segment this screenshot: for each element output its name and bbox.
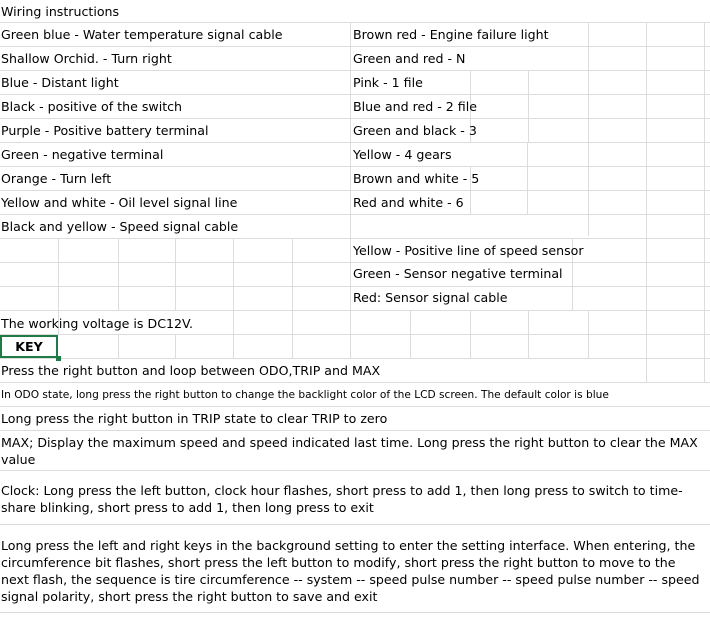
left-cell-2[interactable]: Shallow Orchid. - Turn right [1,51,172,66]
voltage-cell[interactable]: The working voltage is DC12V. [1,316,194,331]
row-divider [0,612,710,613]
instruction-6[interactable]: Long press the left and right keys in the background setting to enter the setting interface. When entering, the circumference bit flashes, short press the left button to modify, short press the right button to move to the next flash, the sequence is tire circumference -- system -- speed pulse number -- speed pulse number -- speed signal polarity, short press the right button to save and exit [1,538,700,604]
column-divider [233,334,234,358]
right-cell-1[interactable]: Brown red - Engine failure light [353,27,549,42]
column-divider [528,334,529,358]
left-cell-9[interactable]: Black and yellow - Speed signal cable [1,219,239,234]
column-divider [646,310,647,334]
sheet-title[interactable]: Wiring instructions [1,4,120,19]
left-cell-1[interactable]: Green blue - Water temperature signal cable [1,27,283,42]
column-divider [292,238,293,310]
right-cell-4[interactable]: Blue and red - 2 file [353,99,477,114]
left-cell-5[interactable]: Purple - Positive battery terminal [1,123,209,138]
fill-handle[interactable] [56,356,61,361]
row-divider [0,118,710,119]
column-divider [350,310,351,334]
row-divider [0,166,710,167]
column-divider [527,142,528,214]
row-divider [0,286,710,287]
column-divider [233,310,234,334]
right-cell-7[interactable]: Brown and white - 5 [353,171,480,186]
sensor-cell-2[interactable]: Green - Sensor negative terminal [353,266,563,281]
sensor-cell-1[interactable]: Yellow - Positive line of speed sensor [353,243,584,258]
column-divider [588,310,589,334]
column-divider [410,334,411,358]
right-cell-6[interactable]: Yellow - 4 gears [353,147,452,162]
row-divider [0,262,710,263]
row-divider [0,70,710,71]
right-cell-3[interactable]: Pink - 1 file [353,75,423,90]
row-divider [0,46,710,47]
instruction-2[interactable]: In ODO state, long press the right button to change the backlight color of the LCD screen. The default color is blue [1,389,609,401]
row-divider [0,524,710,525]
right-cell-2[interactable]: Green and red - N [353,51,466,66]
row-divider [0,382,710,383]
column-divider [58,238,59,310]
column-divider [470,334,471,358]
column-divider [588,22,589,236]
column-divider [704,310,705,334]
left-cell-6[interactable]: Green - negative terminal [1,147,164,162]
instruction-4[interactable]: MAX; Display the maximum speed and speed indicated last time. Long press the right button to clear the MAX value [1,435,698,467]
row-divider [0,214,710,215]
row-divider [0,310,710,311]
column-divider [704,22,705,310]
left-cell-8[interactable]: Yellow and white - Oil level signal line [1,195,238,210]
column-divider [175,238,176,310]
column-divider [528,70,529,142]
right-cell-5[interactable]: Green and black - 3 [353,123,477,138]
row-divider [0,358,710,359]
instruction-3[interactable]: Long press the right button in TRIP state to clear TRIP to zero [1,411,388,426]
column-divider [350,214,351,310]
column-divider [528,310,529,334]
column-divider [646,22,647,310]
column-divider [233,238,234,310]
column-divider [118,238,119,310]
column-divider [292,310,293,334]
column-divider [588,334,589,358]
right-cell-8[interactable]: Red and white - 6 [353,195,464,210]
sensor-cell-3[interactable]: Red: Sensor signal cable [353,290,508,305]
row-divider [0,190,710,191]
left-cell-7[interactable]: Orange - Turn left [1,171,112,186]
row-divider [0,430,710,431]
row-divider [0,334,710,335]
row-divider [0,94,710,95]
key-cell-selected[interactable]: KEY [0,335,58,358]
column-divider [292,334,293,358]
row-divider [0,470,710,471]
column-divider [175,334,176,358]
instruction-5[interactable]: Clock: Long press the left button, clock hour flashes, short press to add 1, then long press to switch to time-share blinking, short press to add 1, then long press to exit [1,483,683,515]
row-divider [0,142,710,143]
instruction-1[interactable]: Press the right button and loop between ODO,TRIP and MAX [1,363,381,378]
row-divider [0,238,710,239]
column-divider [410,310,411,334]
column-divider [470,310,471,334]
row-divider [0,406,710,407]
column-divider [350,22,351,214]
column-divider [118,334,119,358]
column-divider [350,334,351,358]
left-cell-4[interactable]: Black - positive of the switch [1,99,183,114]
row-divider [0,22,710,23]
left-cell-3[interactable]: Blue - Distant light [1,75,119,90]
